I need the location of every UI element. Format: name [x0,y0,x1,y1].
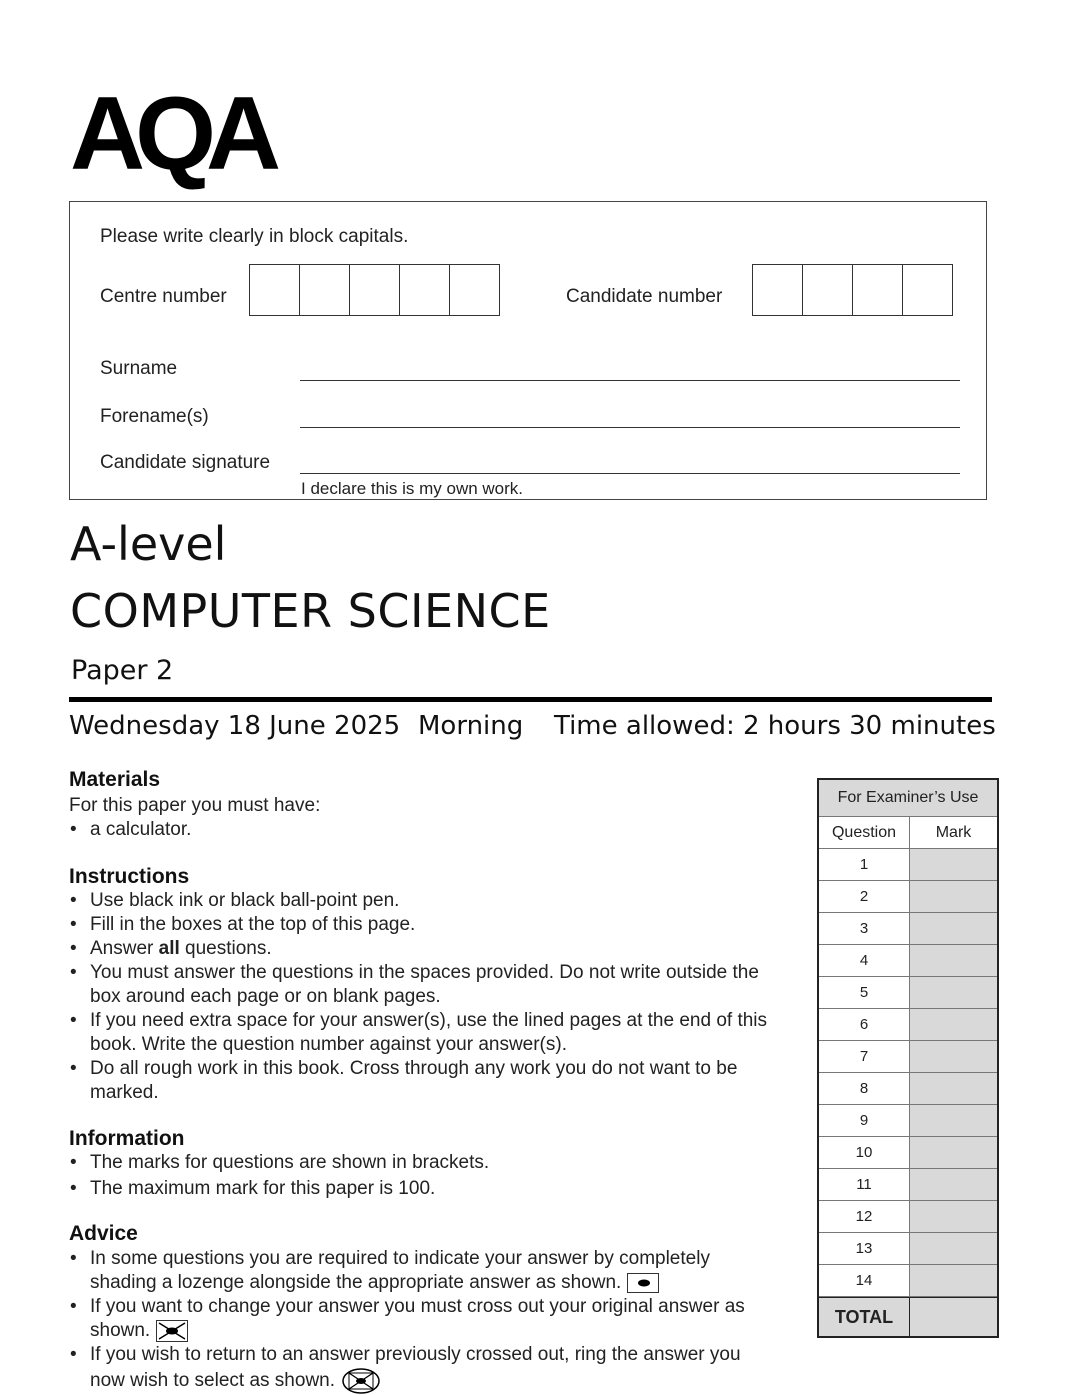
question-number-cell: 4 [819,945,910,976]
mark-column-header: Mark [910,817,997,848]
list-item: • Fill in the boxes at the top of this page. [69,913,774,937]
table-row [819,1169,997,1201]
information-list [69,1151,774,1201]
centre-digit-box[interactable] [299,264,350,316]
examiner-table-header-row [819,817,997,849]
question-number-cell: 14 [819,1265,910,1296]
advice-cross-text: If you want to change your answer you must cross out your original answer as shown. [90,1296,745,1341]
advice-shade-text: In some questions you are required to indicate your answer by completely shading a lozenge alongside the appropriate answer as shown. [90,1248,710,1293]
paper-number: Paper 2 [71,655,174,686]
candidate-digit-box[interactable] [902,264,953,316]
mark-cell [910,1233,997,1264]
advice-list [69,1247,769,1395]
question-number-cell: 6 [819,1009,910,1040]
table-row [819,1073,997,1105]
mark-cell [910,977,997,1008]
table-row [819,1105,997,1137]
ringed-lozenge-example [341,1367,381,1395]
candidate-number-label: Candidate number [566,286,723,307]
table-row [819,881,997,913]
mark-cell [910,1009,997,1040]
table-row [819,1041,997,1073]
table-row [819,849,997,881]
mark-cell [910,1137,997,1168]
mark-cell [910,1201,997,1232]
answer-post: questions. [179,938,272,959]
question-number-cell: 3 [819,913,910,944]
list-item: • Use black ink or black ball-point pen. [69,889,774,913]
table-row [819,1009,997,1041]
candidate-number-boxes [752,264,953,316]
block-capitals-instruction: Please write clearly in block capitals. [100,226,409,247]
table-row [819,1265,997,1297]
mark-cell [910,881,997,912]
exam-date: Wednesday 18 June 2025 [69,711,401,741]
instructions-heading: Instructions [69,865,190,888]
list-item [69,1247,769,1295]
shaded-lozenge-example [627,1273,659,1293]
declaration-text: I declare this is my own work. [301,479,524,498]
centre-digit-box[interactable] [349,264,400,316]
question-number-cell: 10 [819,1137,910,1168]
mark-cell [910,1169,997,1200]
question-number-cell: 7 [819,1041,910,1072]
mark-cell [910,913,997,944]
question-number-cell: 8 [819,1073,910,1104]
table-row [819,1201,997,1233]
candidate-digit-box[interactable] [802,264,853,316]
examiner-table-heading: For Examiner’s Use [819,780,997,817]
aqa-logo: AQA [70,76,272,192]
answer-pre: Answer [90,938,159,959]
materials-heading: Materials [69,768,161,791]
answer-all-emphasis: all [158,938,180,959]
materials-intro: For this paper you must have: [69,795,321,816]
centre-digit-box[interactable] [399,264,450,316]
total-mark-cell [910,1298,997,1336]
time-allowed: Time allowed: 2 hours 30 minutes [554,711,996,741]
forenames-line[interactable] [300,427,960,428]
mark-cell [910,1041,997,1072]
centre-number-boxes [249,264,500,316]
mark-cell [910,1073,997,1104]
centre-digit-box[interactable] [249,264,300,316]
question-column-header: Question [819,817,910,848]
instructions-list [69,889,774,1105]
candidate-digit-box[interactable] [852,264,903,316]
exam-session: Morning [418,711,524,741]
mark-cell [910,849,997,880]
materials-list [69,818,769,842]
question-number-cell: 13 [819,1233,910,1264]
signature-label: Candidate signature [100,452,271,473]
candidate-digit-box[interactable] [752,264,803,316]
title-divider [69,697,992,702]
advice-heading: Advice [69,1222,138,1245]
qualification-level: A-level [70,517,227,571]
information-heading: Information [69,1127,185,1150]
crossed-lozenge-example [156,1320,188,1342]
centre-digit-box[interactable] [449,264,500,316]
table-row [819,1233,997,1265]
mark-cell [910,1265,997,1296]
list-item: • a calculator. [69,818,769,842]
examiner-total-row [819,1297,997,1336]
list-item [69,1295,769,1343]
filled-lozenge-icon [628,1274,658,1292]
mark-cell [910,1105,997,1136]
table-row [819,1137,997,1169]
surname-line[interactable] [300,380,960,381]
centre-number-label: Centre number [100,286,227,307]
table-row [819,977,997,1009]
question-number-cell: 12 [819,1201,910,1232]
list-item [69,1343,769,1395]
table-row [819,945,997,977]
examiner-use-table [817,778,999,1338]
question-number-cell: 1 [819,849,910,880]
total-label: TOTAL [819,1298,910,1336]
surname-label: Surname [100,358,178,379]
question-number-cell: 11 [819,1169,910,1200]
crossed-lozenge-icon [157,1321,187,1341]
mark-cell [910,945,997,976]
forenames-label: Forename(s) [100,406,209,427]
ringed-lozenge-icon [341,1367,381,1395]
question-number-cell: 5 [819,977,910,1008]
list-item: • The marks for questions are shown in brackets. [69,1151,774,1175]
table-row [819,913,997,945]
question-number-cell: 9 [819,1105,910,1136]
list-item: • The maximum mark for this paper is 100. [69,1177,774,1201]
list-item: • Do all rough work in this book. Cross through any work you do not want to be marked. [69,1057,774,1105]
question-number-cell: 2 [819,881,910,912]
signature-line[interactable] [300,473,960,474]
examiner-question-rows [819,849,997,1297]
advice-ring-text: If you wish to return to an answer previously crossed out, ring the answer you now wish to select as shown. [90,1344,741,1392]
subject-title: COMPUTER SCIENCE [70,584,551,638]
list-item: • You must answer the questions in the spaces provided. Do not write outside the box around each page or on blank pages. [69,961,774,1009]
list-item [69,937,774,961]
list-item: • If you need extra space for your answer(s), use the lined pages at the end of this book. Write the question number against your answer(s). [69,1009,774,1057]
